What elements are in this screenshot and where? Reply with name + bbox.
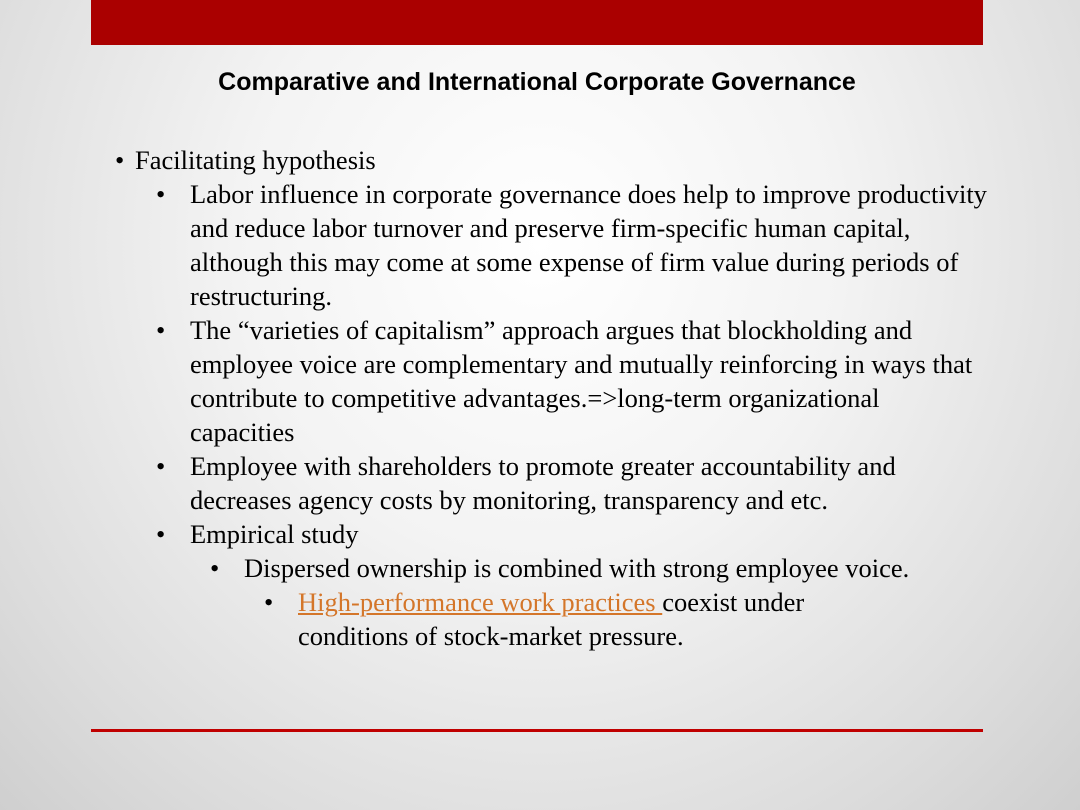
bullet-text: Empirical study [190, 519, 359, 549]
slide-body [0, 143, 1080, 653]
bullet-marker: • [156, 451, 166, 481]
bullet-dispersed-ownership [0, 551, 944, 585]
bullet-varieties-of-capitalism [0, 313, 990, 449]
bullet-employee-with-shareholders [0, 449, 990, 517]
bullet-text: Dispersed ownership is combined with strong employee voice. [244, 553, 910, 583]
bullet-marker: • [156, 519, 166, 549]
high-performance-work-practices-link[interactable]: High-performance work practices [298, 587, 663, 617]
bullet-facilitating-hypothesis [0, 143, 965, 177]
slide-title: Comparative and International Corporate Governance [218, 68, 856, 96]
bullet-marker: • [264, 587, 274, 617]
top-accent-bar [91, 0, 983, 45]
bullet-text: Labor influence in corporate governance does help to improve productivity and reduce labor turnover and preserve firm-specific human capital, although this may come at some expense of firm value during periods of restructuring. [190, 179, 987, 311]
bullet-marker: • [156, 179, 166, 209]
bullet-empirical-study [0, 517, 990, 551]
bullet-high-performance [0, 585, 918, 653]
bullet-text: Employee with shareholders to promote greater accountability and decreases agency costs by monitoring, transparency and etc. [190, 451, 896, 515]
bullet-text: Facilitating hypothesis [135, 145, 376, 175]
bullet-labor-influence [0, 177, 990, 313]
bottom-divider [91, 729, 983, 732]
bullet-marker: • [115, 145, 125, 175]
bullet-marker: • [156, 315, 166, 345]
bullet-marker: • [210, 553, 220, 583]
bullet-text: coexist under conditions of stock-market pressure. [298, 587, 805, 651]
bullet-text: The “varieties of capitalism” approach argues that blockholding and employee voice are complementary and mutually reinforcing in ways that contribute to competitive advantages.=>long-term organizational capacities [190, 315, 973, 447]
